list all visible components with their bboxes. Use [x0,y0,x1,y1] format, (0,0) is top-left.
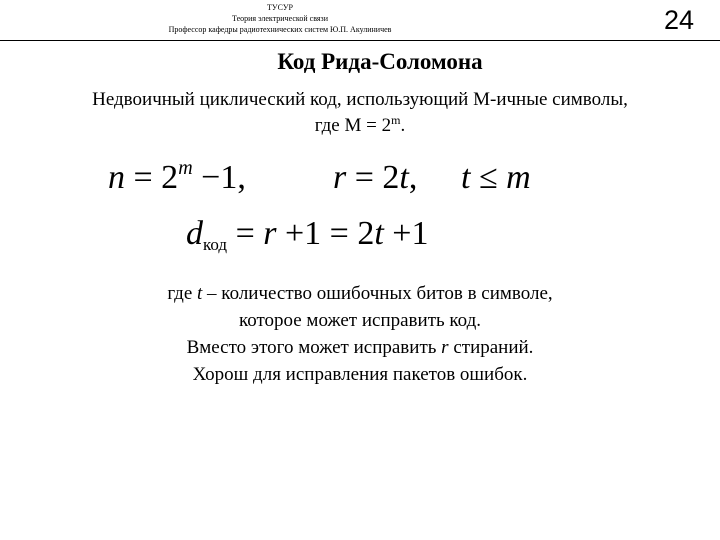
header-divider [0,40,720,41]
intro-line-2-suffix: . [400,115,406,136]
explanation-text [60,280,660,388]
formula-t-m-var: m [506,159,531,196]
note-line-1-prefix: где [167,283,198,304]
page-number: 24 [663,5,694,35]
intro-text [0,87,720,139]
formula-d-plus2: +1 [383,215,429,252]
note-line-2: которое может исправить код. [238,310,482,331]
note-line-3-suffix: стираний. [448,337,534,358]
note-line-3-var: r [441,337,449,358]
formula-t-op: ≤ [470,159,507,196]
formula-r-rest: , [408,159,418,196]
note-line-1-var: t [197,283,203,304]
note-line-4: Хорош для исправления пакетов ошибок. [192,364,528,385]
formula-t-bound [461,158,531,198]
note-line-1-suffix: – количество ошибочных битов в символе, [202,283,553,304]
note-line-3-prefix: Вместо этого может исправить [186,337,442,358]
header-institution: ТУСУР [267,3,293,12]
intro-line-1: Недвоичный циклический код, использующий М-ичные символы, [92,89,628,110]
formula-r-t-var: t [399,159,409,196]
header-author: Профессор кафедры радиотехнических систем Ю.П. Акулиничев [168,25,392,34]
formula-code-length [108,158,246,198]
intro-line-2 [0,113,720,139]
slide-title: Код Рида-Соломона [277,49,483,74]
formula-d-t-var: t [374,215,384,252]
note-line-1 [60,280,660,307]
formula-n-var: n [108,159,125,196]
intro-line-2-prefix: где М = 2 [314,115,392,136]
formula-t-var: t [461,159,471,196]
intro-exponent: m [391,113,401,127]
formula-r-eq: = 2 [346,159,400,196]
formula-d-eq1: = [227,215,264,252]
slide-header [0,0,720,40]
note-line-3 [60,334,660,361]
formula-n-exp: m [178,157,193,179]
formula-check-symbols [333,158,417,198]
formula-d-plus1: +1 = 2 [276,215,375,252]
formula-d-sub: код [203,235,228,254]
formula-n-rest: −1, [192,159,246,196]
header-course: Теория электрической связи [231,14,328,23]
formula-d-var: d [186,215,203,252]
formula-code-distance [186,214,428,254]
formula-r-var: r [333,159,347,196]
formula-d-r-var: r [263,215,277,252]
formula-n-eq: = 2 [125,159,179,196]
